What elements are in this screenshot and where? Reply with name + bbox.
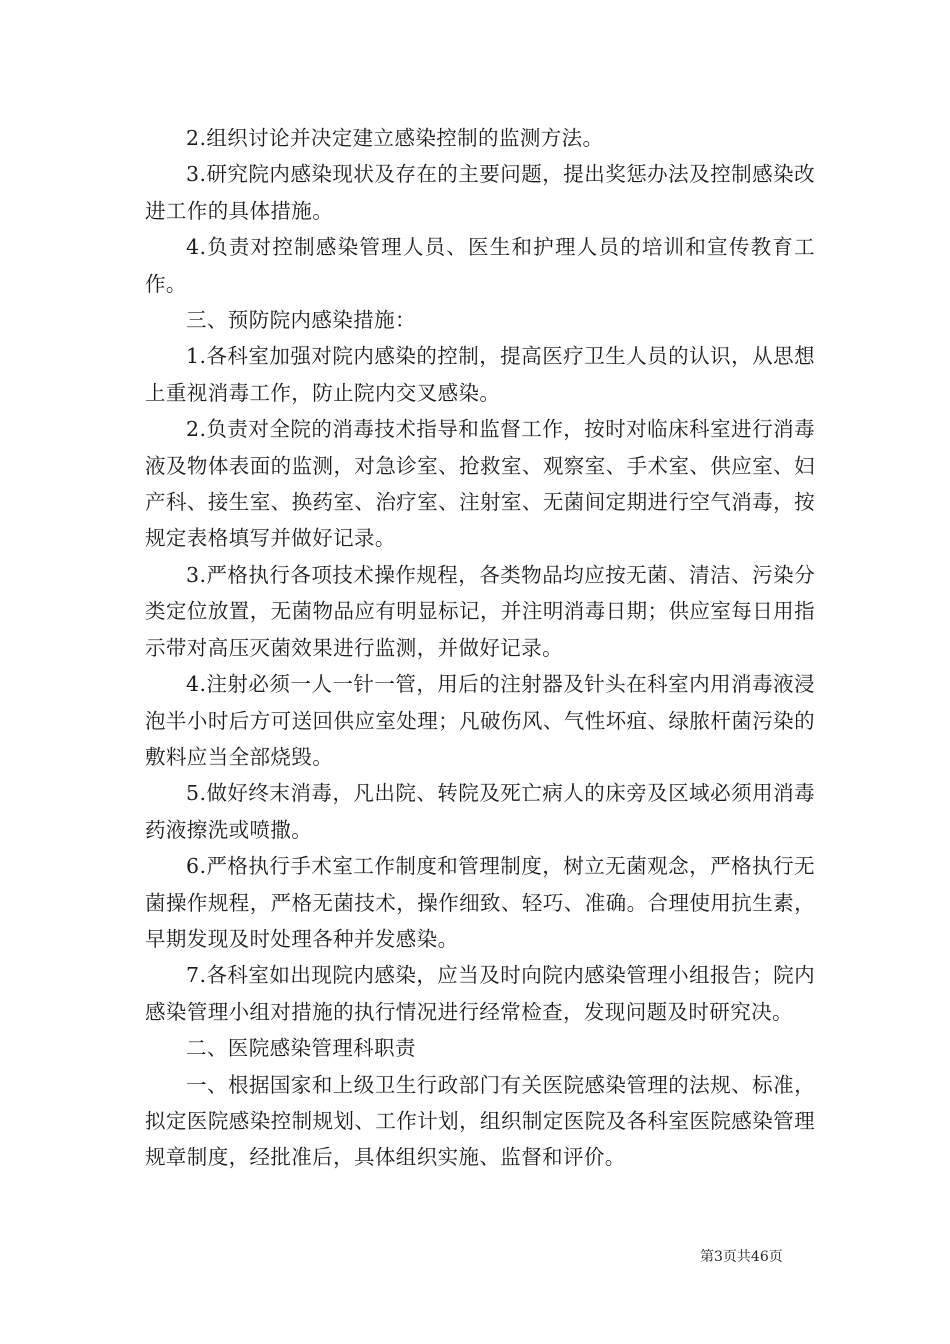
- paragraph: 4.注射必须一人一针一管，用后的注射器及针头在科室内用消毒液浸泡半小时后方可送回供应室处理；凡破伤风、气性坏疽、绿脓杆菌污染的敷料应当全部烧毁。: [145, 672, 815, 769]
- paragraph: 3.严格执行各项技术操作规程，各类物品均应按无菌、清洁、污染分类定位放置，无菌物品应有明显标记，并注明消毒日期；供应室每日用指示带对高压灭菌效果进行监测，并做好记录。: [145, 562, 815, 660]
- paragraph: 7.各科室如出现院内感染，应当及时向院内感染管理小组报告；院内感染管理小组对措施的执行情况进行经常检查，发现问题及时研究决。: [145, 963, 815, 1024]
- document-body: [145, 120, 815, 1176]
- paragraph: 3.研究院内感染现状及存在的主要问题，提出奖惩办法及控制感染改进工作的具体措施。: [145, 162, 815, 223]
- paragraph: 4.负责对控制感染管理人员、医生和护理人员的培训和宣传教育工作。: [145, 235, 815, 296]
- paragraph: 2.组织讨论并决定建立感染控制的监测方法。: [186, 126, 604, 150]
- paragraph: 6.严格执行手术室工作制度和管理制度，树立无菌观念，严格执行无菌操作规程，严格无菌技术，操作细致、轻巧、准确。合理使用抗生素，早期发现及时处理各种并发感染。: [145, 854, 815, 951]
- paragraph: 一、根据国家和上级卫生行政部门有关医院感染管理的法规、标准，拟定医院感染控制规划、工作计划，组织制定医院及各科室医院感染管理规章制度，经批准后，具体组织实施、监督和评价。: [145, 1072, 815, 1170]
- paragraph: 1.各科室加强对院内感染的控制，提高医疗卫生人员的认识，从思想上重视消毒工作，防止院内交叉感染。: [145, 344, 815, 405]
- page-number: 第3页共46页: [700, 1249, 783, 1265]
- paragraph: 2.负责对全院的消毒技术指导和监督工作，按时对临床科室进行消毒液及物体表面的监测，对急诊室、抢救室、观察室、手术室、供应室、妇产科、接生室、换药室、治疗室、注射室、无菌间定期进行空气消毒，按规定表格填写并做好记录。: [145, 417, 815, 551]
- paragraph: 5.做好终末消毒，凡出院、转院及死亡病人的床旁及区域必须用消毒药液擦洗或喷撒。: [145, 781, 815, 842]
- section-heading: 二、医院感染管理科职责: [186, 1036, 416, 1061]
- section-heading: 三、预防院内感染措施：: [186, 308, 416, 333]
